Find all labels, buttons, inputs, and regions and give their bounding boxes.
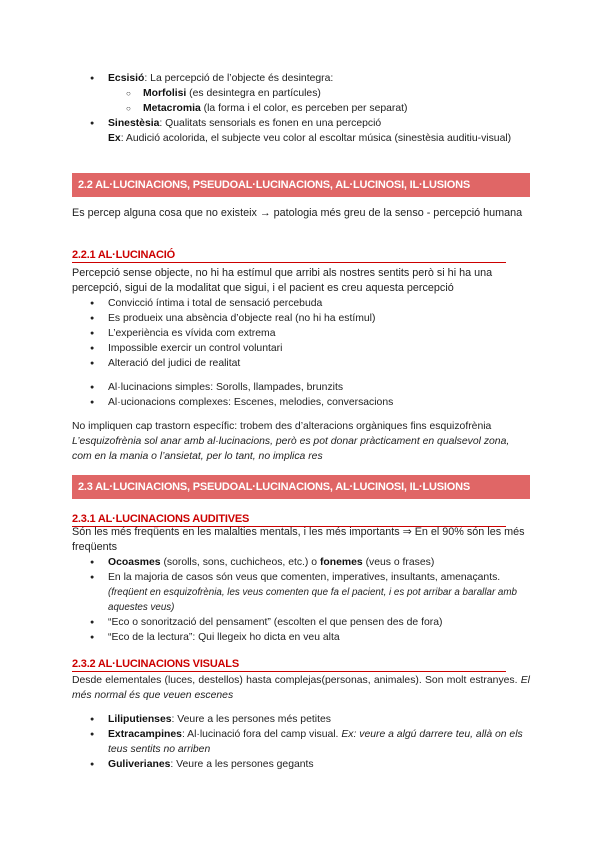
- definition: : Veure a les persones més petites: [171, 714, 331, 725]
- definition: : La percepció de l’objecte és desintegra:: [144, 73, 334, 84]
- list-item-ocoasmes: [0, 555, 600, 570]
- italic-text: El més normal és que veuen escenes: [72, 675, 530, 701]
- definition: : Qualitats sensorials es fonen en una percepció: [159, 118, 382, 129]
- list-item: ● L’experiència es vívida com extrema: [0, 326, 600, 341]
- list-item-extracampines: [0, 727, 530, 757]
- example-body: : Audició acolorida, el subjecte veu color al escoltar música (sinestèsia auditiu-visual): [120, 133, 512, 144]
- auditory-list: [0, 555, 600, 645]
- intro-text: Percepció sense objecte, no hi ha estímul que arribi als nostres sentits però si hi ha una percepció, sigui de la modalitat que sigui, i el pacient es creu aquesta percepció: [72, 267, 493, 294]
- section-2-3-2-body: [0, 673, 600, 772]
- term: Ocoasmes: [108, 557, 161, 568]
- italic-text: Ex: veure a algú darrere teu, allà on els teus sentits no arriben: [108, 729, 523, 755]
- list-item-voices: [0, 570, 530, 615]
- top-list: [0, 71, 600, 146]
- text: (veus o frases): [362, 557, 435, 568]
- visual-list: [0, 712, 600, 772]
- example-label: Ex: [108, 133, 121, 144]
- list-item-liliputienses: [0, 712, 600, 727]
- text: En la majoria de casos són veus que comenten, imperatives, insultants, amenaçants.: [108, 572, 501, 583]
- list-item-eco-lectura: ● “Eco de la lectura”: Qui llegeix ho dicta en veu alta: [0, 630, 600, 645]
- list-item-ecsisio: [0, 71, 600, 86]
- term: Sinestèsia: [108, 118, 160, 129]
- term: Metacromia: [143, 103, 201, 114]
- term: Guliverianes: [108, 759, 171, 770]
- list-item: ● Es produeix una absència d’objecte real (no hi ha estímul): [0, 311, 600, 326]
- section-heading-2-2-1: 2.2.1 AL·LUCINACIÓ: [72, 248, 506, 263]
- intro-text: Es percep alguna cosa que no existeix → patologia més greu de la senso - percepció humana: [72, 207, 523, 219]
- intro-text: Són les més freqüents en les malalties mentals, i les més importants ⇒ En el 90% són les més freqüents: [72, 526, 525, 553]
- sub-item-morfolisi: [0, 86, 600, 101]
- term: Ecsisió: [108, 73, 145, 84]
- note-text: No impliquen cap trastorn específic: trobem des d’alteracions orgàniques fins esquizofrènia: [72, 421, 492, 432]
- characteristics-list: [0, 296, 600, 371]
- list-item: ● Al·lucinacions simples: Sorolls, llampades, brunzits: [0, 380, 600, 395]
- section-heading-2-2: 2.2 AL·LUCINACIONS, PSEUDOAL·LUCINACIONS, AL·LUCINOSI, IL·LUSIONS: [72, 173, 530, 197]
- section-heading-2-3-2: 2.3.2 AL·LUCINACIONS VISUALS: [72, 657, 506, 672]
- section-2-3-1-body: [0, 525, 600, 645]
- definition: (la forma i el color, es perceben per separat): [200, 103, 408, 114]
- section-2-2-intro: [0, 206, 600, 221]
- list-item-sinestesia: [0, 116, 600, 131]
- definition: (es desintegra en partícules): [186, 88, 321, 99]
- term: Extracampines: [108, 729, 182, 740]
- definition: : Veure a les persones gegants: [170, 759, 314, 770]
- list-item: ● Impossible exercir un control voluntari: [0, 341, 600, 356]
- section-heading-2-3-1: 2.3.1 AL·LUCINACIONS AUDITIVES: [72, 512, 506, 527]
- note-italic: L’esquizofrènia sol anar amb al·lucinacions, però es pot donar pràcticament en qualsevol zona, com en la mania o l’ansietat, per lo tant, no implica res: [72, 436, 510, 462]
- text: (sorolls, sons, cuchicheos, etc.) o: [160, 557, 320, 568]
- term: Liliputienses: [108, 714, 172, 725]
- term: Morfolisi: [143, 88, 187, 99]
- list-item: ● Al·ucionacions complexes: Escenes, melodies, conversacions: [0, 395, 600, 410]
- sub-item-metacromia: [0, 101, 600, 116]
- example-text: [0, 131, 530, 146]
- intro-text: [72, 673, 530, 703]
- types-list: [0, 380, 600, 410]
- term: fonemes: [319, 557, 363, 568]
- list-item-eco-pensament: ● “Eco o sonorització del pensament” (escolten el que pensen des de fora): [0, 615, 600, 630]
- text: Desde elementales (luces, destellos) hasta complejas(personas, animales). Son molt estranyes.: [72, 675, 518, 686]
- list-item: ● Alteració del judici de realitat: [0, 356, 600, 371]
- section-heading-2-3: 2.3 AL·LUCINACIONS, PSEUDOAL·LUCINACIONS, AL·LUCINOSI, IL·LUSIONS: [72, 475, 530, 499]
- list-item-guliverianes: [0, 757, 600, 772]
- section-2-2-1-body: [0, 266, 600, 464]
- italic-text: (freqüent en esquizofrènia, les veus comenten que fa el pacient, i es pot arribar a barallar amb aquestes veus): [108, 587, 517, 613]
- definition: : Al·lucinació fora del camp visual.: [181, 729, 339, 740]
- list-item: ● Convicció íntima i total de sensació percebuda: [0, 296, 600, 311]
